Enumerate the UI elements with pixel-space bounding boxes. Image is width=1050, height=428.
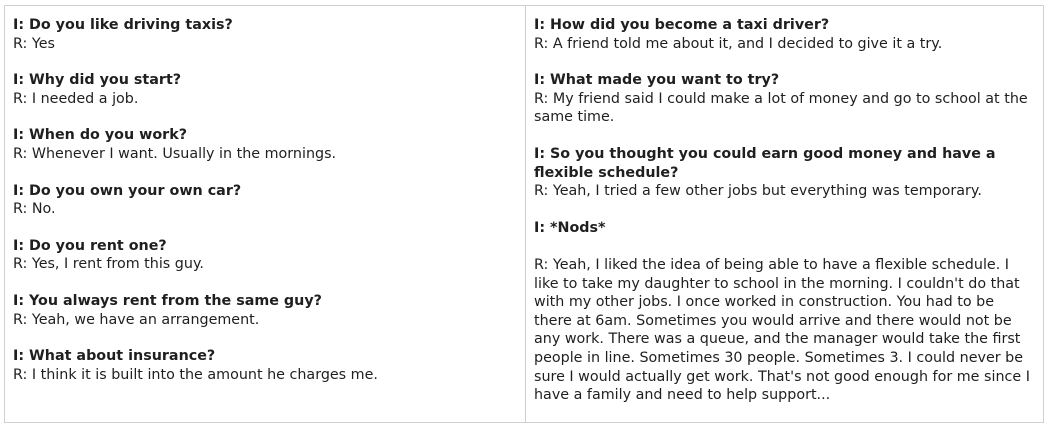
qa-item: [534, 145, 1035, 201]
respondent-answer: R: Yeah, I tried a few other jobs but everything was temporary.: [534, 183, 982, 200]
qa-item: [534, 16, 1035, 53]
interviewer-question: I: Do you rent one?: [13, 237, 167, 254]
respondent-answer: R: I think it is built into the amount he charges me.: [13, 366, 378, 383]
respondent-answer: R: A friend told me about it, and I decided to give it a try.: [534, 35, 943, 52]
interviewer-question: I: *Nods*: [534, 219, 606, 236]
interviewer-question: I: Do you like driving taxis?: [13, 17, 233, 33]
interviewer-question: I: Do you own your own car?: [13, 182, 242, 199]
respondent-answer: R: No.: [13, 201, 56, 218]
respondent-answer: R: Yes: [13, 35, 55, 52]
qa-item: [534, 219, 1035, 405]
respondent-answer: R: Yeah, I liked the idea of being able to have a flexible schedule. I like to take my daughter to school in the morning. I couldn't do that with my other jobs. I once worked in construction. You had to be there at 6am. Sometimes you would arrive and there would not be any work. There was a queue, and the manager would take the first people in line. Sometimes 30 people. Sometimes 3. I could never be sure I would actually get work. That's not good enough for me since I have a family and need to help support...: [534, 256, 1030, 404]
qa-item: [13, 182, 517, 219]
interviewer-question: I: You always rent from the same guy?: [13, 292, 322, 309]
interviewer-question: I: What made you want to try?: [534, 72, 780, 89]
left-column: [5, 6, 526, 422]
respondent-answer: R: Yes, I rent from this guy.: [13, 256, 204, 273]
qa-item: [13, 71, 517, 108]
qa-item: [13, 292, 517, 329]
right-column: [526, 6, 1043, 422]
qa-item: [13, 126, 517, 163]
respondent-answer: R: Whenever I want. Usually in the mornings.: [13, 145, 337, 162]
interviewer-question: I: When do you work?: [13, 127, 188, 144]
interview-transcript-table: [4, 5, 1044, 423]
respondent-answer: R: My friend said I could make a lot of money and go to school at the same time.: [534, 90, 1028, 126]
respondent-answer: R: I needed a job.: [13, 90, 139, 107]
interviewer-question: I: How did you become a taxi driver?: [534, 17, 830, 33]
qa-item: [13, 237, 517, 274]
respondent-answer: R: Yeah, we have an arrangement.: [13, 311, 260, 328]
qa-item: [13, 347, 517, 384]
qa-item: [13, 16, 517, 53]
interviewer-question: I: So you thought you could earn good money and have a flexible schedule?: [534, 145, 996, 181]
qa-item: [534, 71, 1035, 127]
interviewer-question: I: Why did you start?: [13, 72, 182, 89]
interviewer-question: I: What about insurance?: [13, 348, 216, 365]
